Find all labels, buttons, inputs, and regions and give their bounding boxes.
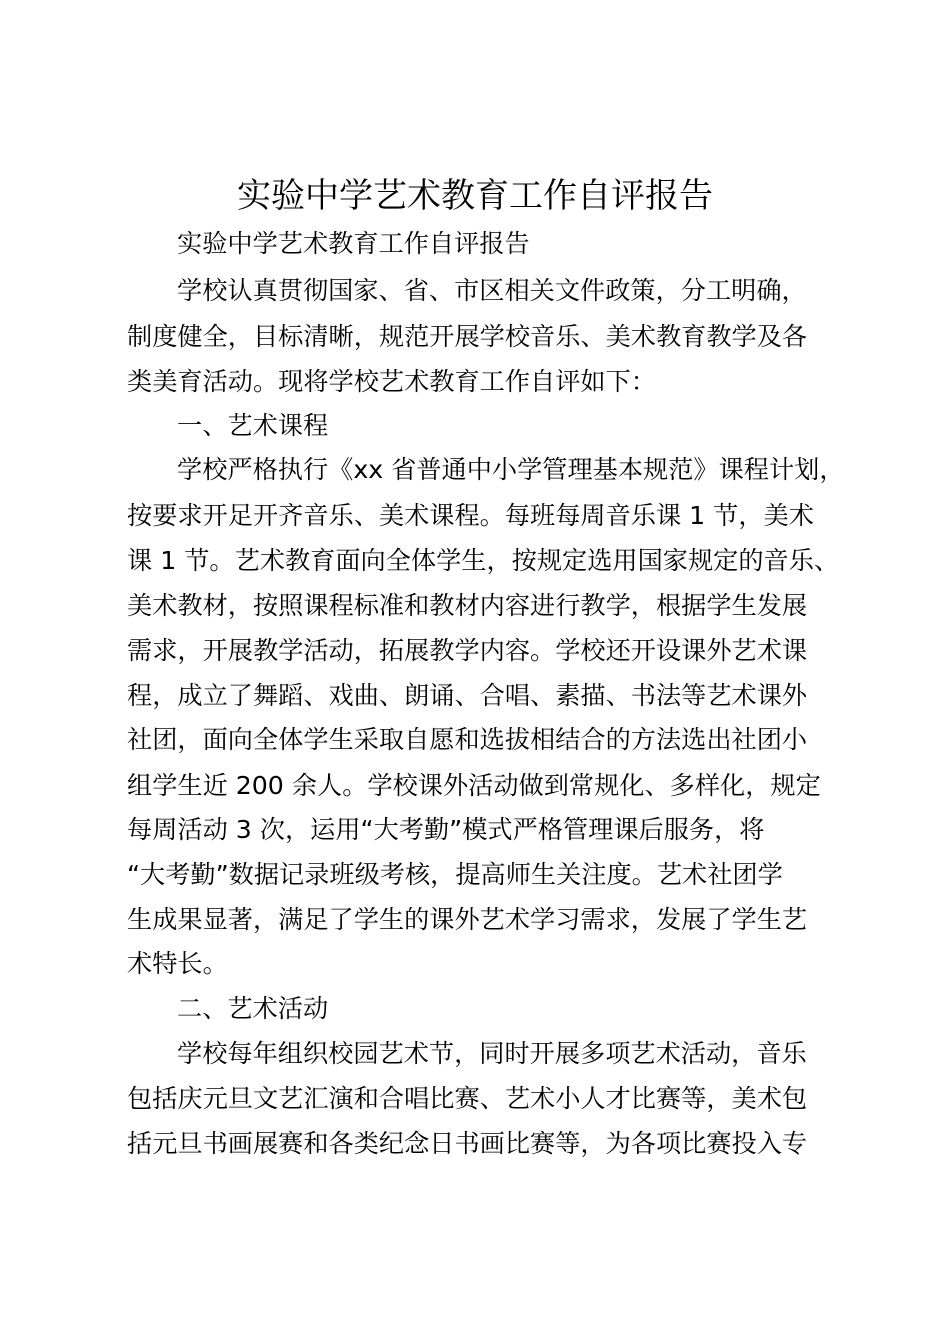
body-line: 学校每年组织校园艺术节，同时开展多项艺术活动，音乐 — [177, 1039, 807, 1068]
body-line: 类美育活动。现将学校艺术教育工作自评如下： — [127, 367, 656, 396]
body-line: 括元旦书画展赛和各类纪念日书画比赛等，为各项比赛投入专 — [127, 1129, 808, 1158]
body-line: 程，成立了舞蹈、戏曲、朗诵、合唱、素描、书法等艺术课外 — [127, 681, 808, 710]
body-line: 术特长。 — [127, 949, 228, 978]
body-line: 需求，开展教学活动，拓展教学内容。学校还开设课外艺术课 — [127, 636, 808, 665]
body-line: “大考勤”数据记录班级考核，提高师生关注度。艺术社团学 — [127, 860, 783, 889]
body-line: 学校认真贯彻国家、省、市区相关文件政策，分工明确， — [177, 276, 807, 305]
body-line: 包括庆元旦文艺汇演和合唱比赛、艺术小人才比赛等，美术包 — [127, 1084, 808, 1113]
body-line: 社团，面向全体学生采取自愿和选拔相结合的方法选出社团小 — [127, 725, 808, 754]
body-line: 制度健全，目标清晰，规范开展学校音乐、美术教育教学及各 — [127, 322, 808, 351]
body-line: 组学生近 200 余人。学校课外活动做到常规化、多样化，规定 — [127, 771, 821, 800]
section-heading-courses: 一、艺术课程 — [177, 411, 329, 440]
body-line: 课 1 节。艺术教育面向全体学生，按规定选用国家规定的音乐、 — [127, 546, 840, 575]
body-line: 美术教材，按照课程标准和教材内容进行教学，根据学生发展 — [127, 591, 808, 620]
subtitle-line: 实验中学艺术教育工作自评报告 — [177, 229, 530, 258]
body-line: 每周活动 3 次，运用“大考勤”模式严格管理课后服务，将 — [127, 815, 765, 844]
body-line: 生成果显著，满足了学生的课外艺术学习需求，发展了学生艺 — [127, 905, 808, 934]
body-line: 学校严格执行《xx 省普通中小学管理基本规范》课程计划， — [177, 455, 845, 484]
body-line: 按要求开足开齐音乐、美术课程。每班每周音乐课 1 节，美术 — [127, 501, 814, 530]
section-heading-activities: 二、艺术活动 — [177, 994, 329, 1023]
document-title: 实验中学艺术教育工作自评报告 — [237, 176, 713, 216]
